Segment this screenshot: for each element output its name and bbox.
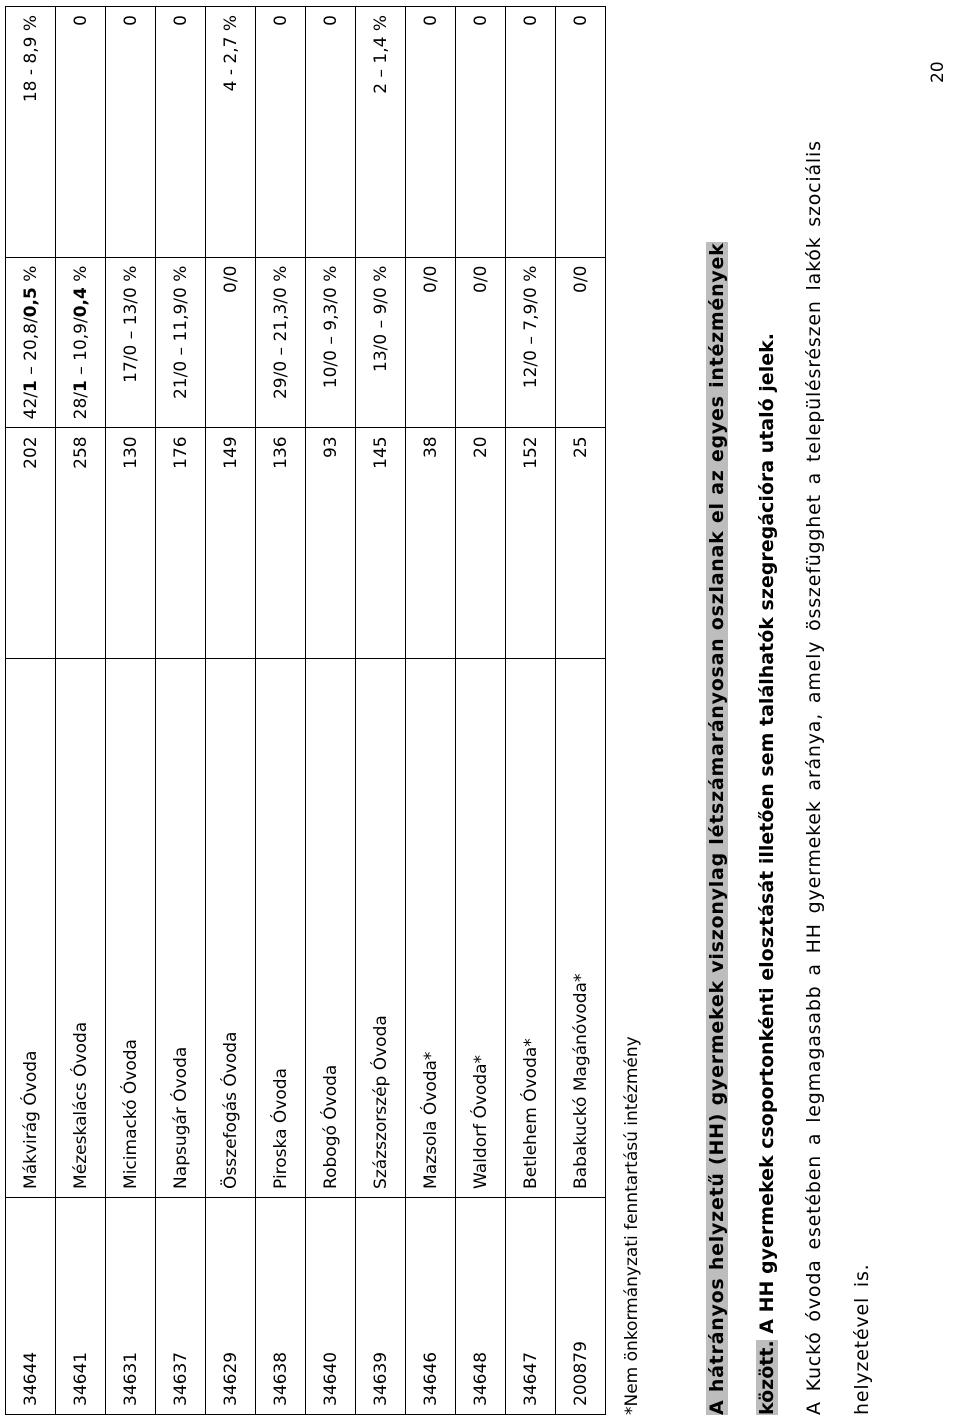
cell-code: 34644 (6, 1197, 56, 1414)
hh-ratio-part: 10/0 – 9,3/0 % (320, 265, 341, 389)
cell-count: 25 (556, 428, 606, 659)
cell-percent: 0 (556, 7, 606, 258)
cell-count: 93 (306, 428, 356, 659)
cell-percent: 0 (106, 7, 156, 258)
hh-ratio-part: 13/0 – 9/0 % (370, 265, 391, 372)
hh-ratio-part: 42/ (20, 392, 41, 420)
cell-hh-ratio (506, 257, 556, 428)
cell-count: 130 (106, 428, 156, 659)
cell-hh-ratio (156, 257, 206, 428)
hh-ratio-part: 0/0 (470, 265, 491, 293)
cell-code: 34641 (56, 1197, 106, 1414)
cell-code: 34640 (306, 1197, 356, 1414)
hh-ratio-part: – 20,8/ (20, 317, 41, 381)
cell-count: 152 (506, 428, 556, 659)
cell-percent: 0 (56, 7, 106, 258)
cell-code: 34631 (106, 1197, 156, 1414)
cell-count: 38 (406, 428, 456, 659)
cell-count: 136 (256, 428, 306, 659)
hh-ratio-part: 29/0 – 21,3/0 % (270, 265, 291, 400)
cell-code: 34629 (206, 1197, 256, 1414)
cell-hh-ratio (556, 257, 606, 428)
cell-percent: 0 (306, 7, 356, 258)
cell-percent: 0 (256, 7, 306, 258)
cell-hh-ratio (56, 257, 106, 428)
cell-name: Piroska Óvoda (256, 659, 306, 1198)
table-row (306, 7, 356, 1415)
cell-code: 34639 (356, 1197, 406, 1414)
cell-name: Napsugár Óvoda (156, 659, 206, 1198)
paragraph-summary (692, 20, 792, 1415)
summary-rest: A HH gyermekek csoportonkénti elosztását illetően sem találhatók szegregációra utaló jelek. (756, 333, 778, 1341)
table-row (506, 7, 556, 1415)
cell-name: Mazsola Óvoda* (406, 659, 456, 1198)
table-row (206, 7, 256, 1415)
highlight-line-2: között. (756, 1340, 778, 1415)
cell-name: Micimackó Óvoda (106, 659, 156, 1198)
cell-count: 176 (156, 428, 206, 659)
cell-name: Mézeskalács Óvoda (56, 659, 106, 1198)
cell-code: 34648 (456, 1197, 506, 1414)
cell-name: Százszorszép Óvoda (356, 659, 406, 1198)
table-row (556, 7, 606, 1415)
cell-code: 34646 (406, 1197, 456, 1414)
table-row (6, 7, 56, 1415)
cell-hh-ratio (406, 257, 456, 428)
cell-count: 20 (456, 428, 506, 659)
hh-ratio-part: 0,5 (20, 287, 41, 318)
table-row (56, 7, 106, 1415)
cell-percent: 0 (156, 7, 206, 258)
kindergarten-table (5, 6, 606, 1415)
hh-ratio-part: 0/0 (220, 265, 241, 293)
cell-count: 258 (56, 428, 106, 659)
cell-hh-ratio (6, 257, 56, 428)
hh-ratio-part: % (70, 265, 91, 288)
hh-ratio-part: 17/0 – 13/0 % (120, 265, 141, 383)
page-number: 20 (928, 61, 948, 83)
cell-name: Robogó Óvoda (306, 659, 356, 1198)
hh-ratio-part: 0,4 (70, 287, 91, 318)
table-row (156, 7, 206, 1415)
cell-percent: 0 (506, 7, 556, 258)
cell-name: Mákvirág Óvoda (6, 659, 56, 1198)
hh-ratio-part: 21/0 – 11,9/0 % (170, 265, 191, 400)
cell-percent: 0 (456, 7, 506, 258)
table-row (406, 7, 456, 1415)
table-row (356, 7, 406, 1415)
cell-hh-ratio (356, 257, 406, 428)
cell-name: Babakuckó Magánóvoda* (556, 659, 606, 1198)
cell-name: Összefogás Óvoda (206, 659, 256, 1198)
table-row (106, 7, 156, 1415)
table-row (456, 7, 506, 1415)
cell-percent: 0 (406, 7, 456, 258)
hh-ratio-part: 12/0 – 7,9/0 % (520, 265, 541, 389)
cell-name: Betlehem Óvoda* (506, 659, 556, 1198)
hh-ratio-part: 1 (70, 380, 91, 393)
table-row (256, 7, 306, 1415)
cell-percent: 18 - 8,9 % (6, 7, 56, 258)
highlight-line-1: A hátrányos helyzetű (HH) gyermekek viszonylag létszámarányosan oszlanak el az egyes intézmények (706, 242, 728, 1415)
cell-hh-ratio (106, 257, 156, 428)
paragraph-kucko: A Kuckó óvoda esetében a legmagasabb a HH gyermekek aránya, amely összefügghet a településrészen lakók szociális helyzetével is. (803, 140, 873, 1415)
cell-count: 145 (356, 428, 406, 659)
hh-ratio-part: % (20, 265, 41, 288)
cell-hh-ratio (256, 257, 306, 428)
cell-code: 34638 (256, 1197, 306, 1414)
hh-ratio-part: 0/0 (420, 265, 441, 293)
cell-code: 34647 (506, 1197, 556, 1414)
cell-count: 149 (206, 428, 256, 659)
hh-ratio-part: 28/ (70, 392, 91, 420)
cell-hh-ratio (206, 257, 256, 428)
cell-code: 200879 (556, 1197, 606, 1414)
cell-hh-ratio (306, 257, 356, 428)
hh-ratio-part: 1 (20, 380, 41, 393)
hh-ratio-part: 0/0 (570, 265, 591, 293)
footnote: *Nem önkormányzati fenntartású intézmény (622, 1036, 642, 1415)
hh-ratio-part: – 10,9/ (70, 317, 91, 381)
cell-percent: 2 – 1,4 % (356, 7, 406, 258)
cell-percent: 4 - 2,7 % (206, 7, 256, 258)
cell-code: 34637 (156, 1197, 206, 1414)
cell-count: 202 (6, 428, 56, 659)
cell-name: Waldorf Óvoda* (456, 659, 506, 1198)
cell-hh-ratio (456, 257, 506, 428)
